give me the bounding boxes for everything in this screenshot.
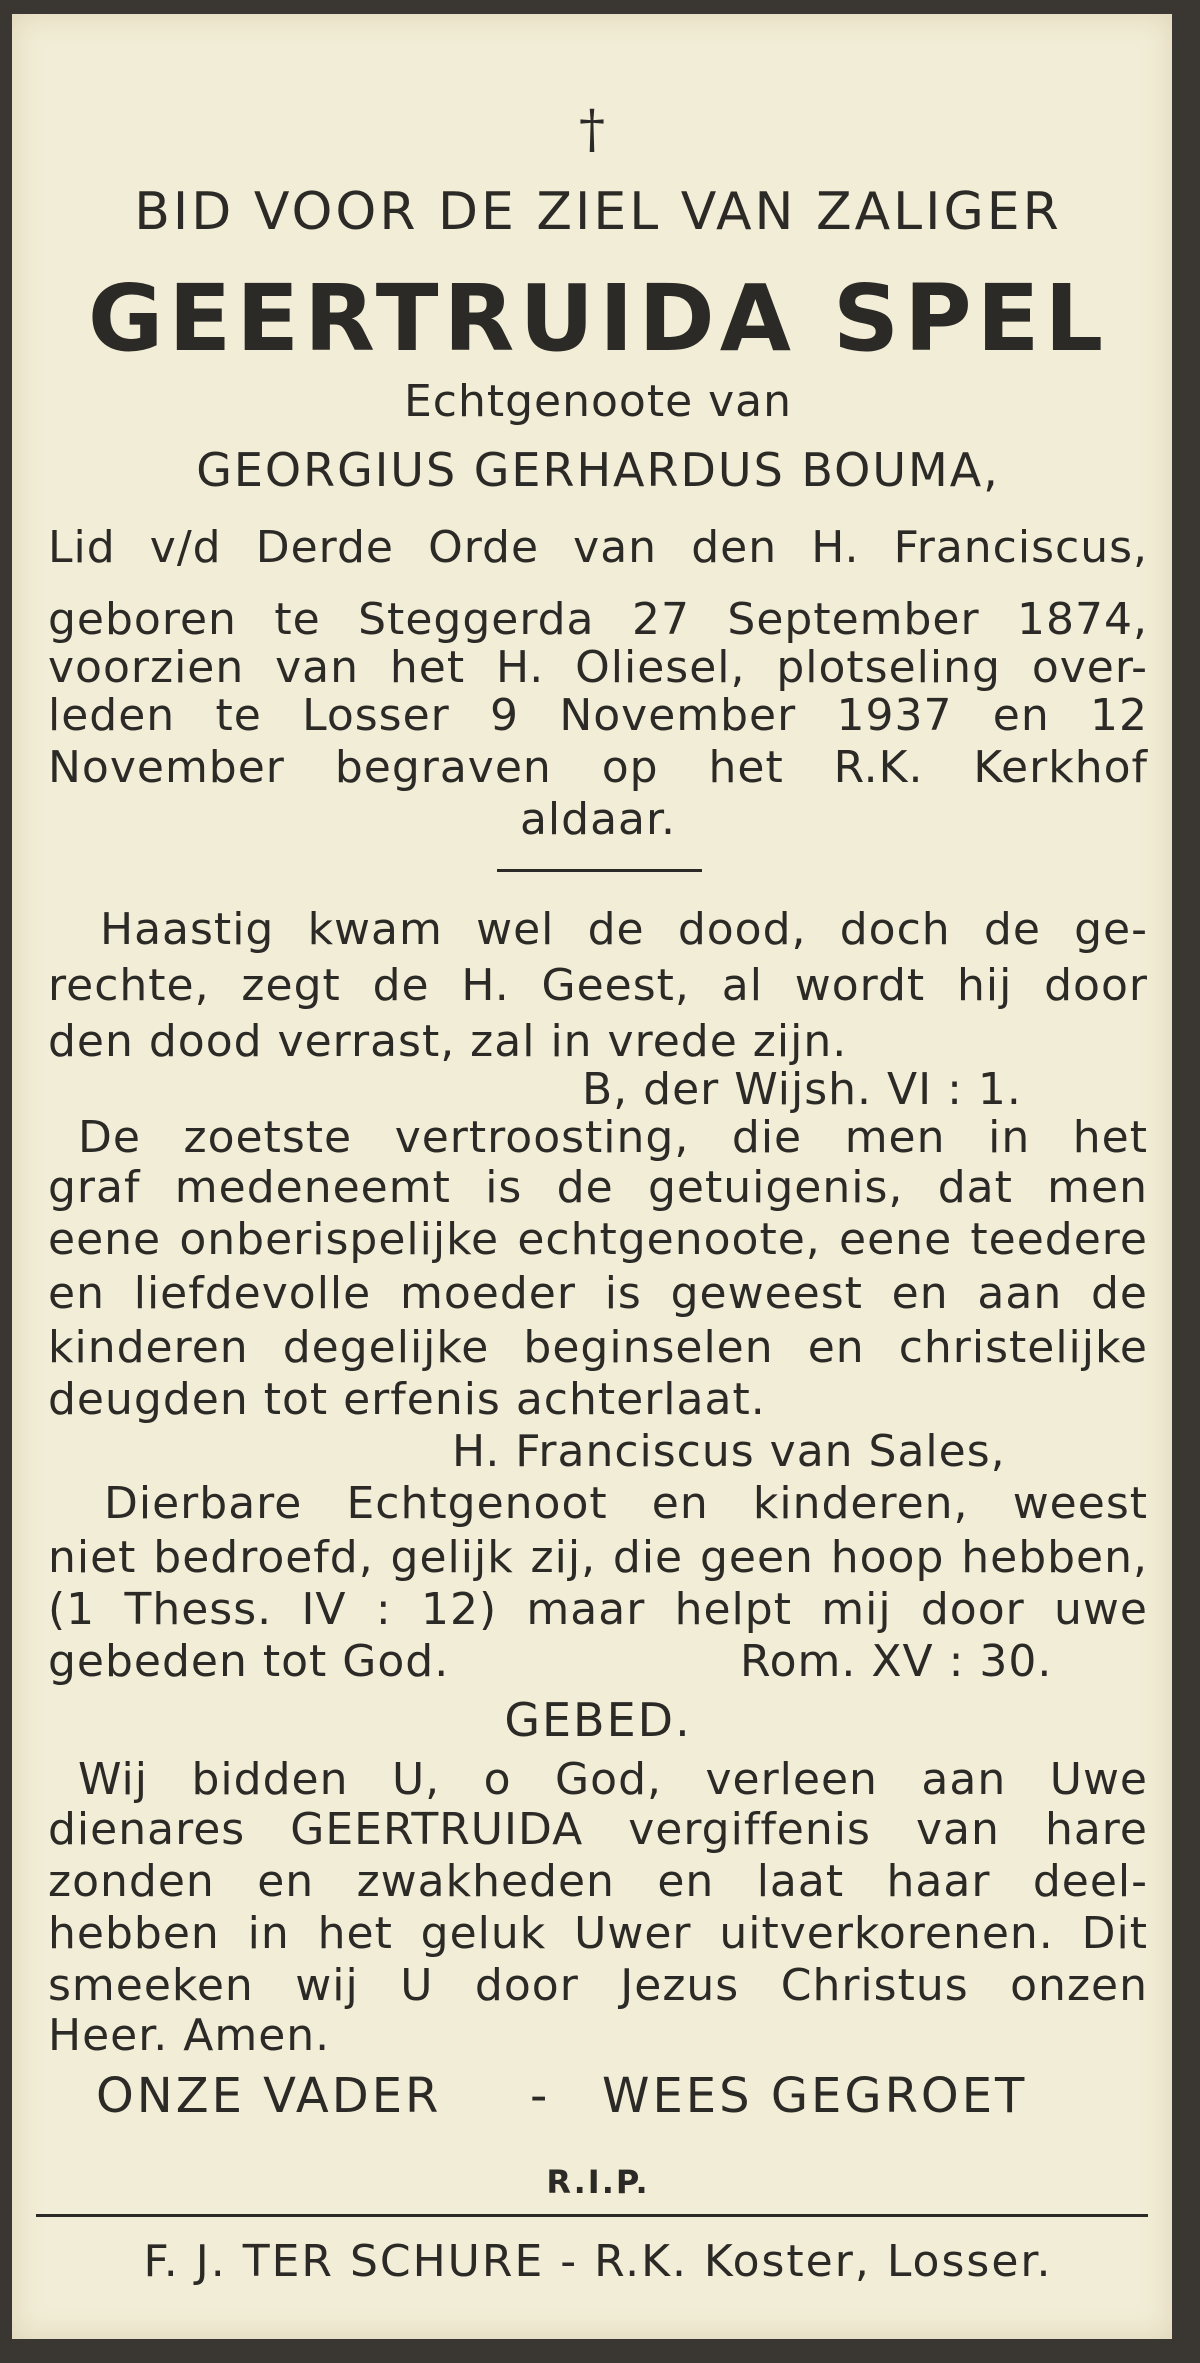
card-heading: BID VOOR DE ZIEL VAN ZALIGER (134, 182, 1062, 242)
quote-source: B, der Wijsh. VI : 1. (582, 1064, 1022, 1115)
biography-line: Lid v/d Derde Orde van den H. Franciscus, (48, 522, 1148, 573)
prayer-line: zonden en zwakheden en laat haar deel- (48, 1856, 1148, 1907)
memorial-card (12, 14, 1172, 2339)
biography-line: voorzien van het H. Oliesel, plotseling over- (48, 642, 1148, 693)
closing-onze-vader: ONZE VADER (96, 2068, 442, 2124)
quote-line: Dierbare Echtgenoot en kinderen, weest (104, 1478, 1148, 1529)
quote-source: H. Franciscus van Sales, (452, 1426, 1006, 1477)
closing-wees-gegroet: WEES GEGROET (602, 2068, 1028, 2124)
quote-line: (1 Thess. IV : 12) maar helpt mij door uwe (48, 1584, 1148, 1635)
deceased-name: GEERTRUIDA SPEL (87, 265, 1109, 372)
spouse-intro: Echtgenoote van (403, 376, 793, 427)
quote-line: deugden tot erfenis achterlaat. (48, 1374, 766, 1425)
printer-credit: F. J. TER SCHURE - R.K. Koster, Losser. (143, 2236, 1053, 2287)
rip-mark: R.I.P. (546, 2163, 650, 2201)
biography-line: leden te Losser 9 November 1937 en 12 (48, 690, 1148, 741)
divider-short (497, 869, 702, 872)
quote-line: eene onberispelijke echtgenoote, eene teedere (48, 1214, 1148, 1265)
biography-line: geboren te Steggerda 27 September 1874, (48, 594, 1148, 645)
quote-source: Rom. XV : 30. (740, 1636, 1053, 1687)
quote-line: graf medeneemt is de getuigenis, dat men (48, 1162, 1148, 1213)
prayer-line: Heer. Amen. (48, 2010, 331, 2061)
quote-line: rechte, zegt de H. Geest, al wordt hij door (48, 960, 1148, 1011)
closing-dash: - (530, 2068, 549, 2124)
quote-line: kinderen degelijke beginselen en christelijke (48, 1322, 1148, 1373)
prayer-line: smeeken wij U door Jezus Christus onzen (48, 1960, 1148, 2011)
divider-long (36, 2214, 1148, 2217)
quote-line: en liefdevolle moeder is geweest en aan de (48, 1268, 1148, 1319)
quote-line: niet bedroefd, gelijk zij, die geen hoop hebben, (48, 1532, 1148, 1583)
prayer-line: hebben in het geluk Uwer uitverkorenen. Dit (48, 1908, 1148, 1959)
biography-line: November begraven op het R.K. Kerkhof (48, 742, 1148, 793)
spouse-name: GEORGIUS GERHARDUS BOUMA, (196, 443, 1000, 497)
quote-line: den dood verrast, zal in vrede zijn. (48, 1016, 848, 1067)
prayer-line: dienares GEERTRUIDA vergiffenis van hare (48, 1804, 1148, 1855)
quote-line: gebeden tot God. (48, 1636, 450, 1687)
cross-icon: † (579, 100, 605, 160)
quote-line: Haastig kwam wel de dood, doch de ge- (100, 904, 1148, 955)
prayer-title: GEBED. (504, 1693, 692, 1747)
prayer-line: Wij bidden U, o God, verleen aan Uwe (78, 1754, 1148, 1805)
biography-line: aldaar. (519, 794, 677, 845)
quote-line: De zoetste vertroosting, die men in het (78, 1112, 1148, 1163)
